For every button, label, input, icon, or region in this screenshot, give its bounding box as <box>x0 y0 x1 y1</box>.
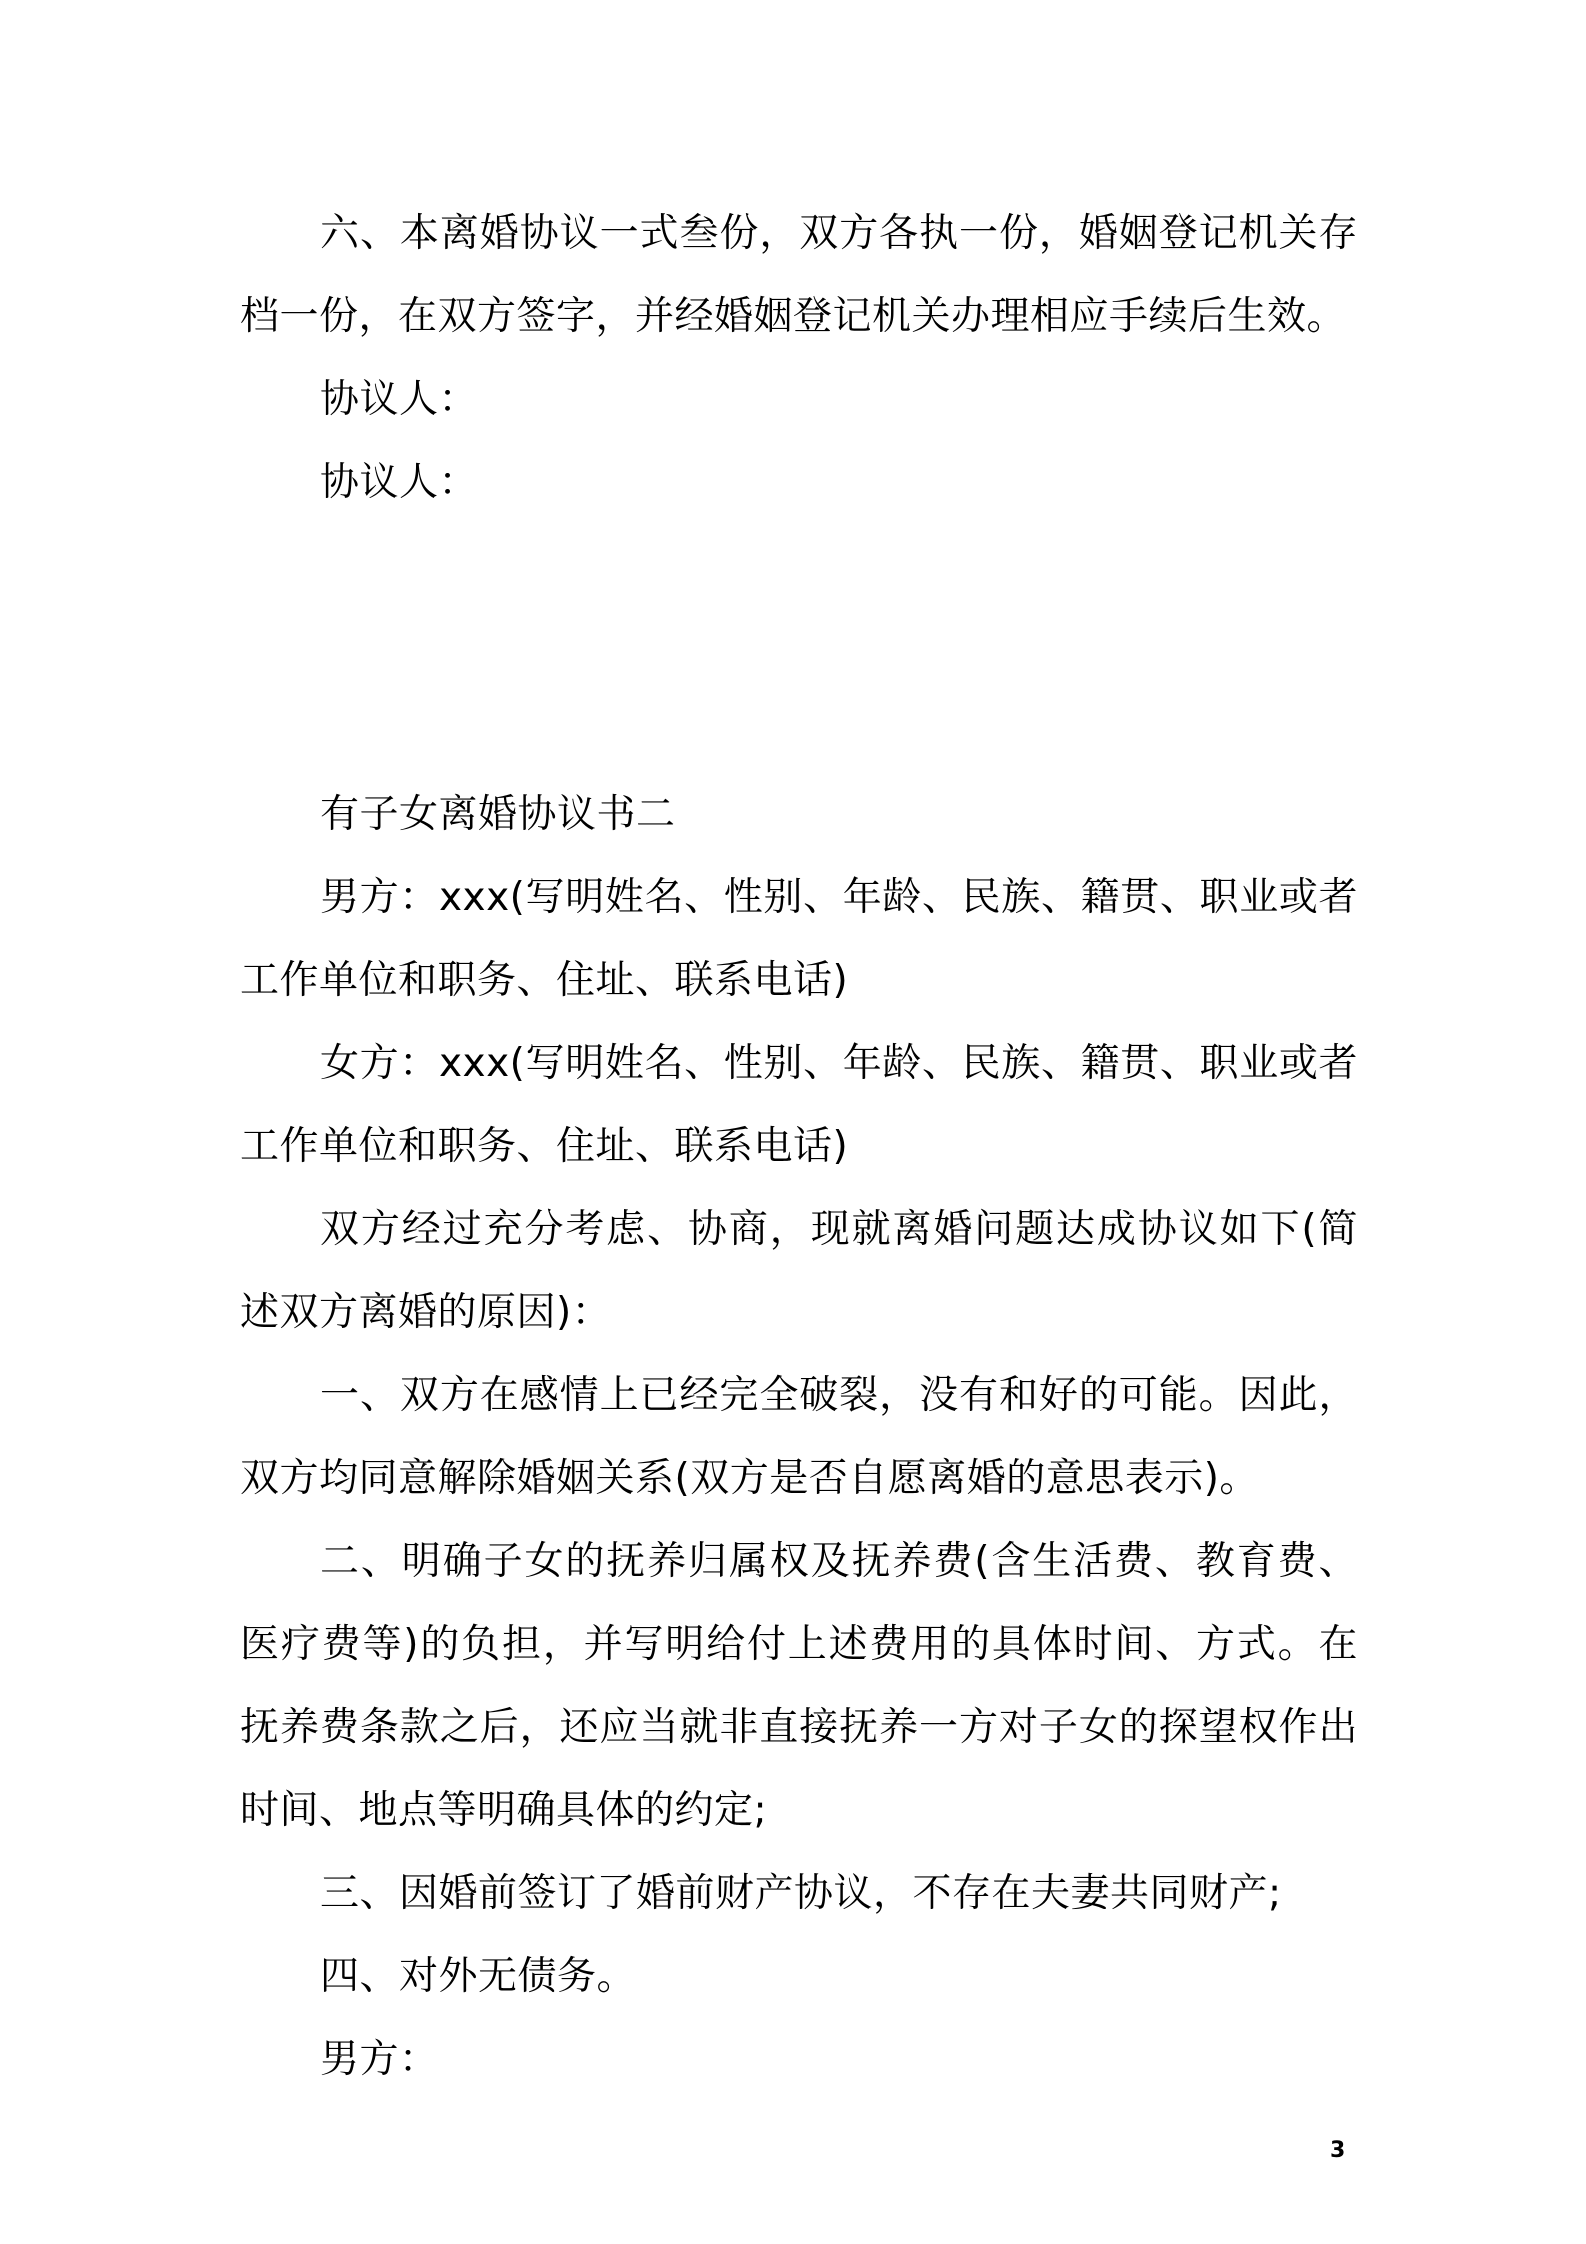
preamble: 双方经过充分考虑、协商，现就离婚问题达成协议如下(简述双方离婚的原因)： <box>240 1207 1358 1335</box>
document-body <box>240 192 1358 2101</box>
signatory-line-1: 协议人： <box>320 377 479 422</box>
clause-six: 六、本离婚协议一式叁份，双方各执一份，婚姻登记机关存档一份，在双方签字，并经婚姻登记机关办理相应手续后生效。 <box>240 211 1358 339</box>
clause-four: 四、对外无债务。 <box>320 1954 637 1999</box>
clause-three: 三、因婚前签订了婚前财产协议，不存在夫妻共同财产; <box>320 1871 1282 1916</box>
page-number: 3 <box>1330 2138 1346 2163</box>
agreement-title: 有子女离婚协议书二 <box>320 792 676 837</box>
male-signature-line: 男方： <box>320 2037 439 2082</box>
clause-two: 二、明确子女的抚养归属权及抚养费(含生活费、教育费、医疗费等)的负担，并写明给付上述费用的具体时间、方式。在抚养费条款之后，还应当就非直接抚养一方对子女的探望权作出时间、地点等明确具体的约定; <box>240 1539 1358 1833</box>
female-party: 女方：xxx(写明姓名、性别、年龄、民族、籍贯、职业或者工作单位和职务、住址、联系电话) <box>240 1041 1358 1169</box>
section-spacer <box>240 524 1358 773</box>
clause-one: 一、双方在感情上已经完全破裂，没有和好的可能。因此，双方均同意解除婚姻关系(双方是否自愿离婚的意思表示)。 <box>240 1373 1358 1501</box>
signatory-line-2: 协议人： <box>320 460 479 505</box>
male-party: 男方：xxx(写明姓名、性别、年龄、民族、籍贯、职业或者工作单位和职务、住址、联系电话) <box>240 875 1358 1003</box>
